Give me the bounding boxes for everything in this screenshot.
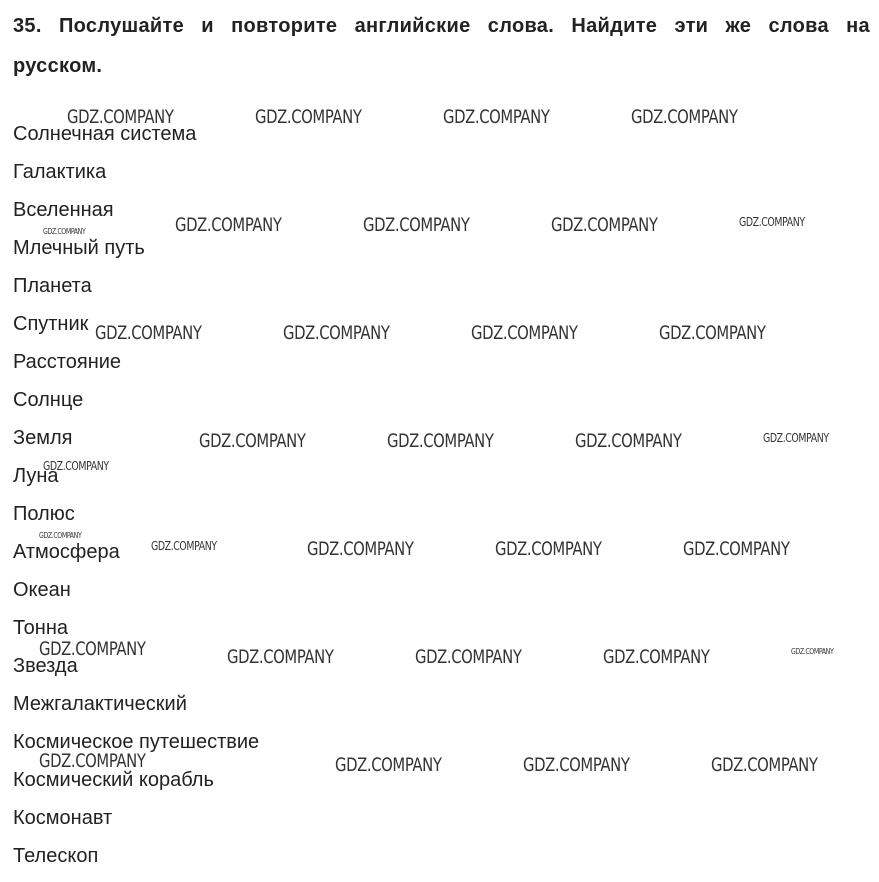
watermark: GDZ.COMPANY	[363, 214, 470, 236]
watermark: GDZ.COMPANY	[763, 431, 829, 445]
watermark: GDZ.COMPANY	[603, 646, 710, 668]
word-item: Луна	[13, 465, 59, 487]
word-item: Вселенная	[13, 199, 114, 221]
watermark: GDZ.COMPANY	[307, 538, 414, 560]
watermark: GDZ.COMPANY	[711, 754, 818, 776]
watermark: GDZ.COMPANY	[387, 430, 494, 452]
word-item: Космическое путешествие	[13, 731, 260, 753]
watermark: GDZ.COMPANY	[523, 754, 630, 776]
word-item: Земля	[13, 427, 73, 449]
word-item: Атмосфера	[13, 541, 120, 563]
word-item: Расстояние	[13, 351, 122, 373]
watermark: GDZ.COMPANY	[227, 646, 334, 668]
watermark: GDZ.COMPANY	[631, 106, 738, 128]
watermark: GDZ.COMPANY	[43, 459, 109, 473]
watermark: GDZ.COMPANY	[95, 322, 202, 344]
word-item: Телескоп	[13, 845, 99, 867]
watermark: GDZ.COMPANY	[551, 214, 658, 236]
watermark: GDZ.COMPANY	[683, 538, 790, 560]
watermark: GDZ.COMPANY	[659, 322, 766, 344]
word-list	[13, 119, 259, 879]
word-item: Космический корабль	[13, 769, 214, 791]
word-item: Планета	[13, 275, 92, 297]
watermark: GDZ.COMPANY	[335, 754, 442, 776]
watermark: GDZ.COMPANY	[575, 430, 682, 452]
word-item: Океан	[13, 579, 71, 601]
watermark: GDZ.COMPANY	[255, 106, 362, 128]
word-item: Межгалактический	[13, 693, 187, 715]
watermark: GDZ.COMPANY	[739, 215, 805, 229]
watermark: GDZ.COMPANY	[39, 638, 146, 660]
word-item: Спутник	[13, 313, 89, 335]
watermark: GDZ.COMPANY	[67, 106, 174, 128]
word-item: Космонавт	[13, 807, 113, 829]
watermark: GDZ.COMPANY	[471, 322, 578, 344]
watermark: GDZ.COMPANY	[791, 647, 834, 656]
watermark: GDZ.COMPANY	[43, 227, 86, 236]
exercise-heading: 35. Послушайте и повторите английские слова. Найдите эти же слова на русском.	[13, 15, 870, 77]
watermark: GDZ.COMPANY	[199, 430, 306, 452]
word-item: Солнечная система	[13, 123, 197, 145]
word-item: Звезда	[13, 655, 78, 677]
word-item: Полюс	[13, 503, 75, 525]
watermark: GDZ.COMPANY	[443, 106, 550, 128]
watermark: GDZ.COMPANY	[39, 531, 82, 540]
watermark: GDZ.COMPANY	[175, 214, 282, 236]
watermark: GDZ.COMPANY	[495, 538, 602, 560]
word-item: Галактика	[13, 161, 107, 183]
word-item: Солнце	[13, 389, 84, 411]
word-item: Млечный путь	[13, 237, 145, 259]
word-item: Тонна	[13, 617, 68, 639]
watermark: GDZ.COMPANY	[39, 750, 146, 772]
watermark: GDZ.COMPANY	[283, 322, 390, 344]
watermark: GDZ.COMPANY	[415, 646, 522, 668]
watermark: GDZ.COMPANY	[151, 539, 217, 553]
